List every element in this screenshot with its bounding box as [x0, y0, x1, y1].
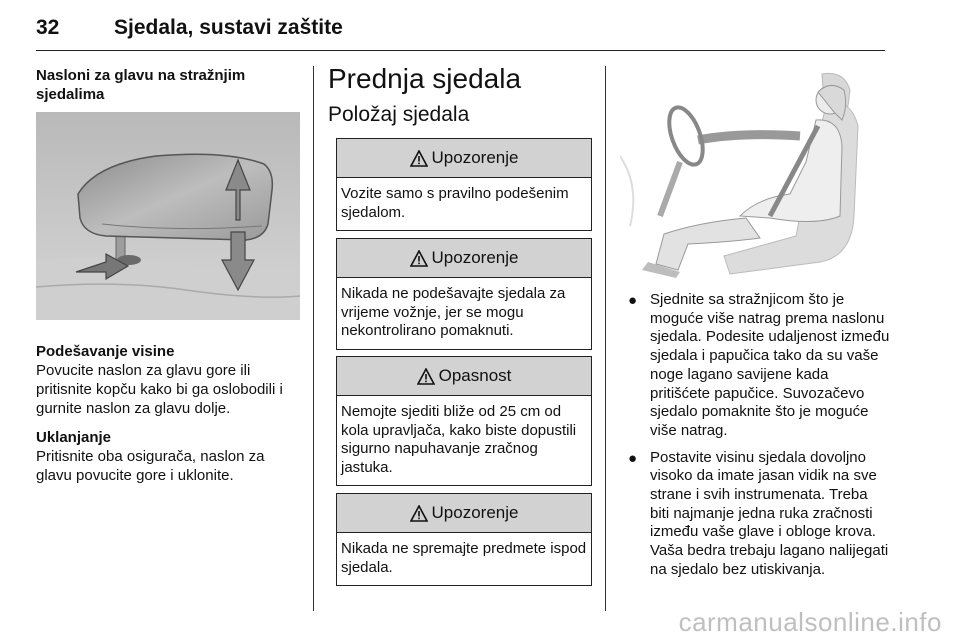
warning-label: Upozorenje	[431, 148, 519, 167]
warning-text: Vozite samo s pravilno podešenim sjedalom.	[341, 185, 569, 221]
warning-box-3	[336, 493, 592, 586]
instruction-text: Postavite visinu sjedala dovoljno visoko da imate jasan vidik na sve strane i svih instrumenata. Treba biti najmanje jedna ruka zračnosti između vaše glave i obloge krova. Vaša bedra trebaju lagano nalijegati na sjedalo bez utiskivanja.	[650, 448, 889, 578]
column-divider-left	[313, 66, 314, 611]
list-item	[620, 449, 890, 580]
warning-label: Upozorenje	[431, 503, 519, 522]
warning-label: Upozorenje	[431, 248, 519, 267]
bullet-icon: ●	[628, 449, 638, 467]
danger-box	[336, 356, 592, 486]
column-divider-right	[605, 66, 606, 611]
warning-box-header	[337, 139, 591, 178]
danger-label: Opasnost	[438, 366, 512, 385]
seat-position-subtitle: Položaj sjedala	[328, 103, 470, 126]
danger-text: Nemojte sjediti bliže od 25 cm od kola upravljača, kako biste dopustili sigurno napuhavanje zračnog jastuka.	[341, 403, 577, 476]
rear-headrest-heading: Nasloni za glavu na stražnjim sjedalima	[36, 67, 246, 103]
headrest-illustration	[36, 112, 300, 320]
instruction-text: Sjednite sa stražnjicom što je moguće više natrag prema naslonu sjedala. Podesite udaljenost između sjedala i papučica tako da su vaše noge lagano savijene kada pritišćete papučice. Suvozačevo sjedalo pomaknite što je moguće više natrag.	[650, 291, 890, 439]
section-title: Sjedala, sustavi zaštite	[114, 16, 343, 39]
height-adjust-text: Povucite naslon za glavu gore ili pritisnite kopču kako bi ga oslobodili i gurnite naslon za glavu dolje.	[36, 362, 283, 417]
list-item	[620, 291, 890, 441]
warning-triangle-icon	[410, 505, 428, 522]
warning-triangle-icon	[410, 150, 428, 167]
removal-heading: Uklanjanje	[36, 429, 112, 446]
column-rear-headrests	[36, 66, 302, 484]
warning-box-header	[337, 494, 591, 533]
warning-triangle-icon	[410, 250, 428, 267]
warning-text: Nikada ne podešavajte sjedala za vrijeme vožnje, jer se mogu nekontrolirano pomaknuti.	[341, 285, 566, 340]
driver-seating-illustration	[620, 66, 886, 278]
watermark: carmanualsonline.info	[678, 607, 942, 637]
warning-box-2	[336, 238, 592, 350]
warning-box-1	[336, 138, 592, 231]
page-number: 32	[36, 16, 60, 39]
danger-box-header	[337, 357, 591, 396]
page-header	[36, 6, 885, 51]
seating-instructions-list	[620, 291, 890, 588]
warning-text: Nikada ne spremajte predmete ispod sjedala.	[341, 540, 587, 576]
warning-triangle-icon	[417, 368, 435, 385]
height-adjust-heading: Podešavanje visine	[36, 343, 175, 360]
column-front-seats	[328, 62, 592, 128]
removal-text: Pritisnite oba osigurača, naslon za glavu povucite gore i uklonite.	[36, 448, 265, 484]
front-seats-title: Prednja sjedala	[328, 63, 522, 94]
warning-box-header	[337, 239, 591, 278]
bullet-icon: ●	[628, 292, 638, 309]
